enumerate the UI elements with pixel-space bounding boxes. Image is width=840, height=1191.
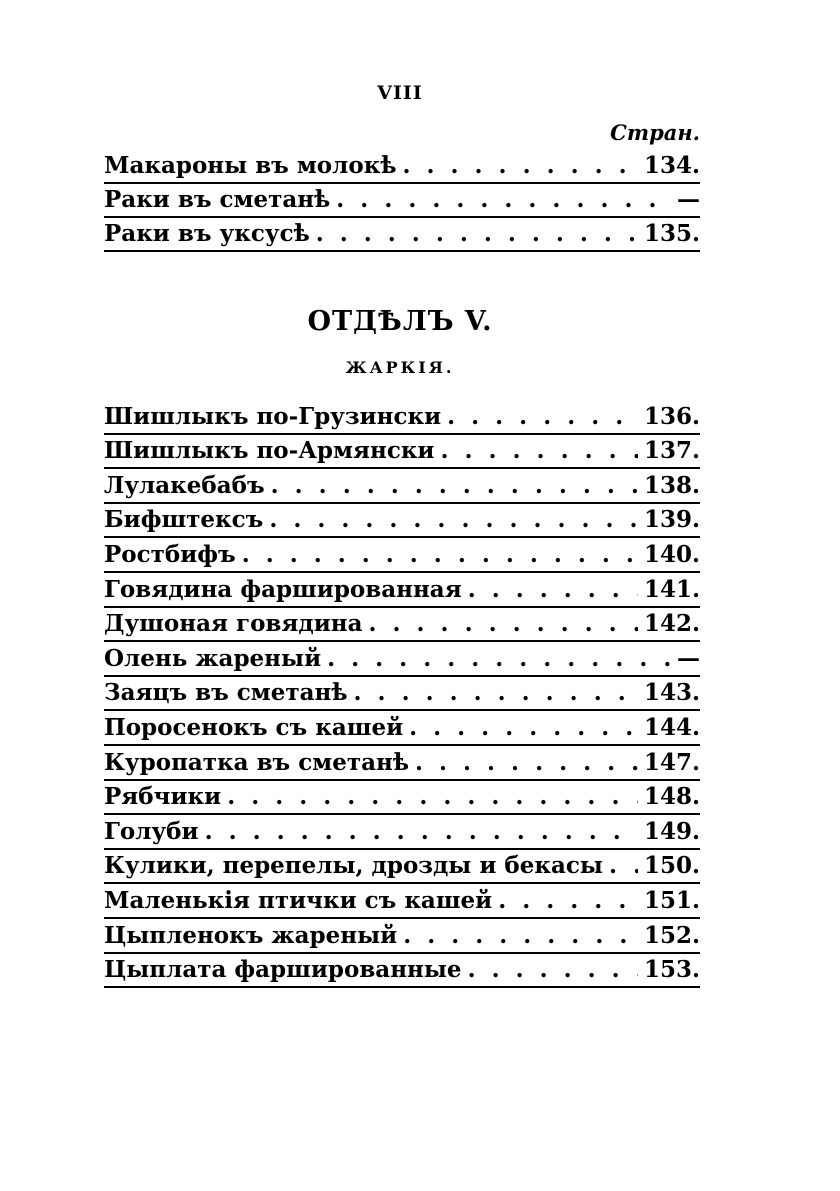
toc-title: Говядина фаршированная [104, 575, 462, 603]
toc-page: 139. [643, 506, 700, 534]
toc-title: Макароны въ молокѣ [104, 152, 397, 179]
toc-title: Цыплата фаршированные [104, 956, 462, 984]
toc-row [104, 850, 700, 885]
leader-dots [354, 679, 638, 706]
section-subtitle: ЖАРКІЯ. [345, 358, 455, 377]
page-column-label: Стран. [610, 120, 700, 145]
toc-page: 150. [643, 852, 700, 880]
leader-dots [468, 576, 638, 603]
toc-list-section [104, 400, 700, 988]
toc-row [104, 218, 700, 252]
toc-title: Кулики, перепелы, дрозды и бекасы [104, 852, 603, 880]
leader-dots [415, 749, 638, 776]
toc-page: 140. [643, 540, 700, 568]
toc-page: 144. [643, 713, 700, 741]
toc-title: Цыпленокъ жареный [104, 921, 398, 949]
toc-row [104, 504, 700, 539]
toc-row [104, 608, 700, 643]
toc-page: 148. [643, 783, 700, 811]
leader-dots [205, 818, 638, 845]
leader-dots [271, 472, 638, 499]
toc-row [104, 538, 700, 573]
toc-row [104, 954, 700, 989]
toc-row [104, 573, 700, 608]
toc-page: — [677, 644, 700, 672]
toc-page: — [677, 186, 700, 213]
toc-page: 142. [643, 610, 700, 638]
page-number: VIII [377, 82, 423, 104]
toc-page: 136. [643, 402, 700, 430]
toc-row [104, 677, 700, 712]
toc-page: 138. [643, 471, 700, 499]
leader-dots [441, 437, 638, 464]
leader-dots [242, 541, 638, 568]
leader-dots [609, 852, 638, 879]
toc-page: 149. [643, 817, 700, 845]
toc-title: Заяцъ въ сметанѣ [104, 679, 348, 707]
toc-page: 134. [643, 152, 700, 179]
toc-page: 147. [643, 748, 700, 776]
toc-row [104, 469, 700, 504]
toc-row [104, 815, 700, 850]
toc-title: Раки въ уксусѣ [104, 220, 310, 247]
leader-dots [409, 714, 638, 741]
toc-row [104, 711, 700, 746]
toc-row [104, 642, 700, 677]
toc-row [104, 746, 700, 781]
toc-row [104, 781, 700, 816]
toc-row [104, 884, 700, 919]
toc-title: Лулакебабъ [104, 471, 265, 499]
toc-page: 143. [643, 679, 700, 707]
leader-dots [227, 783, 638, 810]
toc-title: Маленькія птички съ кашей [104, 886, 493, 914]
toc-title: Олень жареный [104, 644, 322, 672]
toc-title: Голуби [104, 817, 199, 845]
leader-dots [468, 956, 638, 983]
toc-list-before [104, 150, 700, 252]
section-title: ОТДѢЛЪ V. [307, 306, 493, 337]
leader-dots [403, 152, 638, 179]
toc-row [104, 919, 700, 954]
toc-row [104, 400, 700, 435]
leader-dots [336, 186, 671, 213]
toc-title: Бифштексъ [104, 506, 264, 534]
toc-title: Куропатка въ сметанѣ [104, 748, 409, 776]
toc-page: 135. [643, 220, 700, 247]
leader-dots [327, 645, 671, 672]
toc-page: 153. [643, 956, 700, 984]
toc-title: Раки въ сметанѣ [104, 186, 331, 213]
leader-dots [403, 922, 638, 949]
toc-page: 152. [643, 921, 700, 949]
leader-dots [447, 403, 638, 430]
leader-dots [316, 220, 638, 247]
toc-title: Шишлыкъ по-Грузински [104, 402, 442, 430]
toc-title: Рябчики [104, 783, 222, 811]
toc-row [104, 435, 700, 470]
leader-dots [369, 610, 638, 637]
toc-row [104, 150, 700, 184]
toc-title: Поросенокъ съ кашей [104, 713, 404, 741]
toc-page: 137. [643, 437, 700, 465]
toc-title: Душоная говядина [104, 610, 363, 638]
leader-dots [498, 887, 638, 914]
toc-title: Шишлыкъ по-Армянски [104, 437, 435, 465]
toc-row [104, 184, 700, 218]
leader-dots [269, 506, 638, 533]
toc-title: Ростбифъ [104, 540, 236, 568]
toc-page: 141. [643, 575, 700, 603]
toc-page: 151. [643, 886, 700, 914]
